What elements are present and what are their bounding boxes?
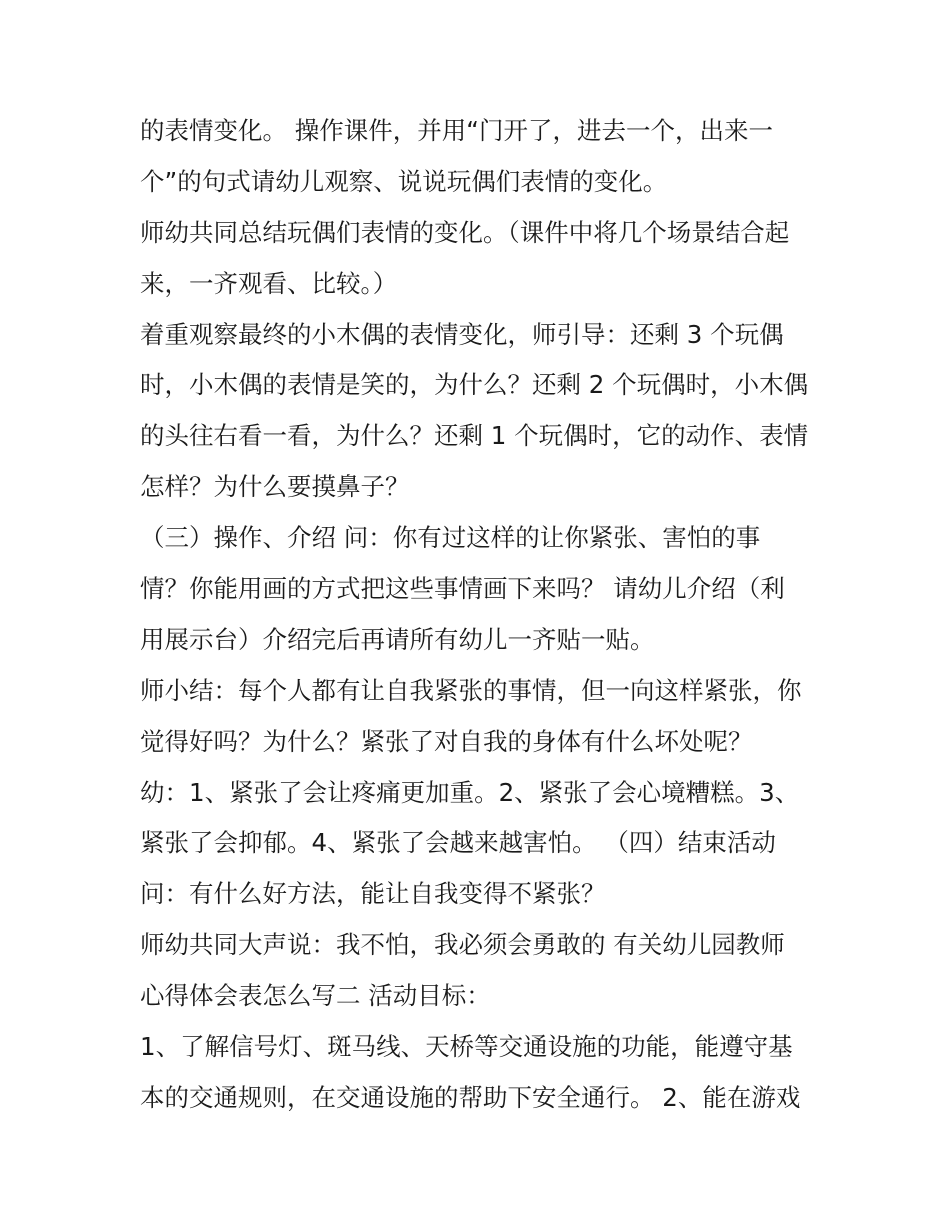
text-line: 的头往右看一看，为什么？还剩 1 个玩偶时，它的动作、表情 bbox=[140, 421, 809, 451]
text-line: 师小结：每个人都有让自我紧张的事情，但一向这样紧张，你 bbox=[140, 675, 802, 705]
document-body bbox=[140, 106, 830, 1124]
text-line: 怎样？为什么要摸鼻子？ bbox=[140, 472, 410, 502]
text-line: 本的交通规则，在交通设施的帮助下安全通行。 2、能在游戏 bbox=[140, 1082, 801, 1112]
text-line: 觉得好吗？为什么？紧张了对自我的身体有什么坏处呢？ bbox=[140, 726, 753, 756]
text-line: 时，小木偶的表情是笑的，为什么？还剩 2 个玩偶时，小木偶 bbox=[140, 370, 809, 400]
text-line: 个”的句式请幼儿观察、说说玩偶们表情的变化。 bbox=[140, 166, 668, 196]
text-line: 心得体会表怎么写二 活动目标： bbox=[140, 981, 491, 1011]
text-line: 着重观察最终的小木偶的表情变化，师引导：还剩 3 个玩偶 bbox=[140, 319, 784, 349]
text-line: 问：有什么好方法，能让自我变得不紧张？ bbox=[140, 879, 606, 909]
text-line: 用展示台）介绍完后再请所有幼儿一齐贴一贴。 bbox=[140, 624, 655, 654]
text-line: 1、了解信号灯、斑马线、天桥等交通设施的功能，能遵守基 bbox=[140, 1032, 793, 1062]
text-line: （三）操作、介绍 问：你有过这样的让你紧张、害怕的事 bbox=[140, 523, 761, 553]
text-line: 的表情变化。 操作课件，并用“门开了，进去一个，出来一 bbox=[140, 116, 773, 145]
text-line: 情？你能用画的方式把这些事情画下来吗？ 请幼儿介绍（利 bbox=[140, 574, 785, 604]
text-line: 幼：1、紧张了会让疼痛更加重。2、紧张了会心境糟糕。3、 bbox=[140, 777, 800, 807]
text-line: 师幼共同总结玩偶们表情的变化。（课件中将几个场景结合起 bbox=[140, 217, 790, 247]
text-line: 紧张了会抑郁。4、紧张了会越来越害怕。 （四）结束活动 bbox=[140, 828, 776, 858]
text-line: 来，一齐观看、比较。） bbox=[140, 268, 398, 298]
text-line: 师幼共同大声说：我不怕，我必须会勇敢的 有关幼儿园教师 bbox=[140, 930, 785, 960]
